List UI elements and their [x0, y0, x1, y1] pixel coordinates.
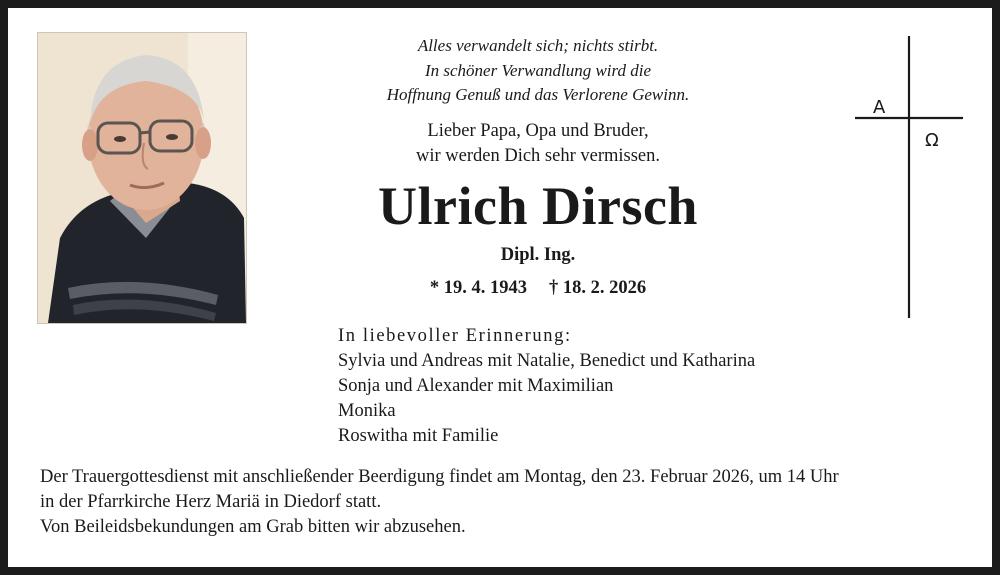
quote-line: In schöner Verwandlung wird die — [424, 60, 652, 80]
alpha-icon: A — [873, 97, 886, 118]
portrait-photo — [38, 33, 246, 323]
birth-date: * 19. 4. 1943 — [429, 278, 527, 298]
obituary-notice — [8, 8, 992, 567]
family-member: Sonja und Alexander mit Maximilian — [338, 376, 614, 396]
quote — [338, 34, 738, 108]
deceased-title: Dipl. Ing. — [500, 245, 576, 265]
death-date: † 18. 2. 2026 — [549, 278, 647, 298]
omega-icon: Ω — [925, 130, 939, 151]
message-line: Lieber Papa, Opa und Bruder, — [427, 121, 649, 141]
farewell-message — [338, 119, 738, 169]
service-info — [40, 465, 980, 540]
deceased-name: Ulrich Dirsch — [378, 176, 698, 236]
family-list — [338, 324, 958, 449]
message-line: wir werden Dich sehr vermissen. — [415, 146, 661, 166]
family-member: Sylvia und Andreas mit Natalie, Benedict und Katharina — [338, 351, 756, 371]
service-line: Der Trauergottesdienst mit anschließender Beerdigung findet am Montag, den 23. Februar 2026, um 14 Uhr — [40, 467, 839, 487]
life-dates — [338, 276, 738, 300]
family-member: Monika — [338, 401, 396, 421]
quote-line: Hoffnung Genuß und das Verlorene Gewinn. — [386, 85, 690, 104]
service-line: in der Pfarrkirche Herz Mariä in Diedorf statt. — [40, 492, 382, 512]
family-member: Roswitha mit Familie — [338, 426, 499, 446]
service-line: Von Beileidsbekundungen am Grab bitten wir abzusehen. — [40, 517, 466, 537]
quote-line: Alles verwandelt sich; nichts stirbt. — [417, 36, 659, 55]
cross-icon — [853, 36, 965, 318]
family-heading: In liebevoller Erinnerung: — [338, 326, 572, 346]
